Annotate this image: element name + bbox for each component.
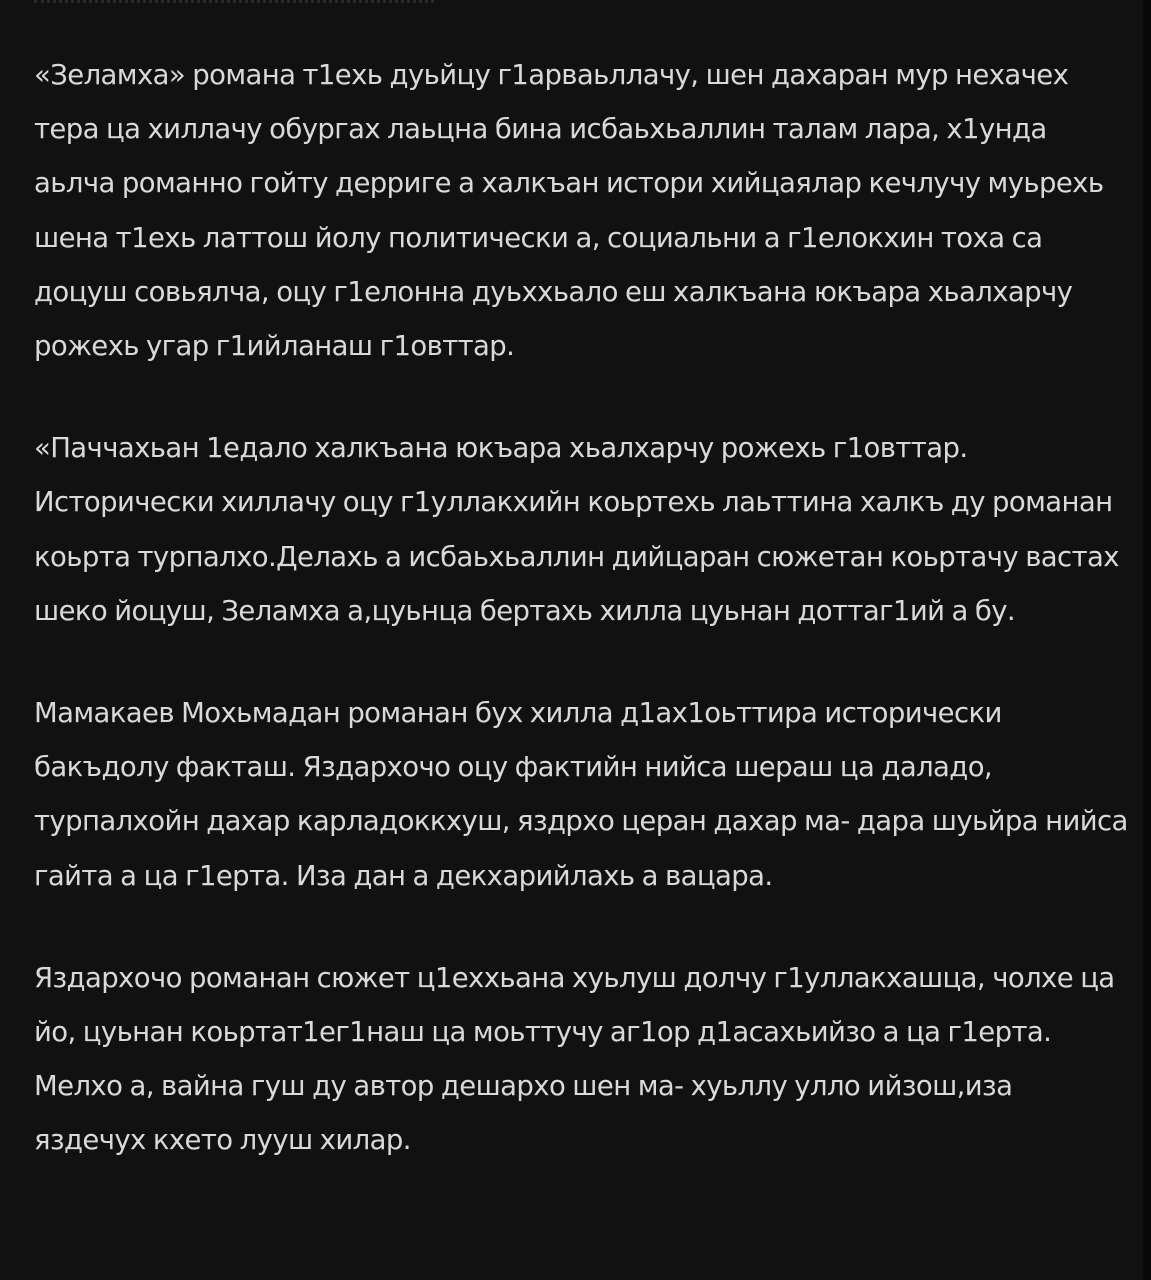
paragraph-3: Мамакаев Мохьмадан романан бух хилла д1ах1оьттира исторически бакъдолу факташ. Яздархочо оцу фактийн нийса шераш ца даладо, турпалхойн дахар карладоккхуш, яздрхо церан дахар ма- дара шуьйра нийса гайта а ца г1ерта. Иза дан а декхарийлахь а вацара.: [34, 697, 1128, 892]
paragraph-2: «Паччахьан 1едало халкъана юкъара хьалхарчу рожехь г1овттар. Исторически хиллачу оцу г1уллакхийн коьртехь лаьттина халкъ ду романан коьрта турпалхо.Делахь а исбаьхьаллин дийцаран сюжетан коьртачу вастах шеко йоцуш, Зеламха а,цуьнца бертахь хилла цуьнан доттаг1ий а бу.: [34, 432, 1119, 627]
top-cropped-text-edge: [34, 0, 434, 9]
article-body: [34, 48, 1129, 1168]
paragraph-4: Яздархочо романан сюжет ц1еххьана хуьлуш долчу г1уллакхашца, чолхе ца йо, цуьнан коьртат1ег1наш ца моьттучу аг1ор д1асахьийзо а ца г1ерта. Мелхо а, вайна гуш ду автор дешархо шен ма- хуьллу улло ийзош,иза яздечух кхето лууш хилар.: [34, 961, 1115, 1157]
paragraph-1: «Зеламха» романа т1ехь дуьйцу г1арваьллачу, шен дахаран мур нехачех тера ца хиллачу обургах лаьцна бина исбаьхьаллин талам лара, х1унда аьлча романно гойту дерриге а халкъан истори хийцаялар кечлучу муьрехь шена т1ехь латтош йолу политически а, социальни а г1елокхин тоха са доцуш совьялча, оцу г1елонна дуьххьало еш халкъана юкъара хьалхарчу рожехь угар г1ийланаш г1овттар.: [34, 59, 1104, 363]
right-border: [1143, 0, 1151, 1280]
